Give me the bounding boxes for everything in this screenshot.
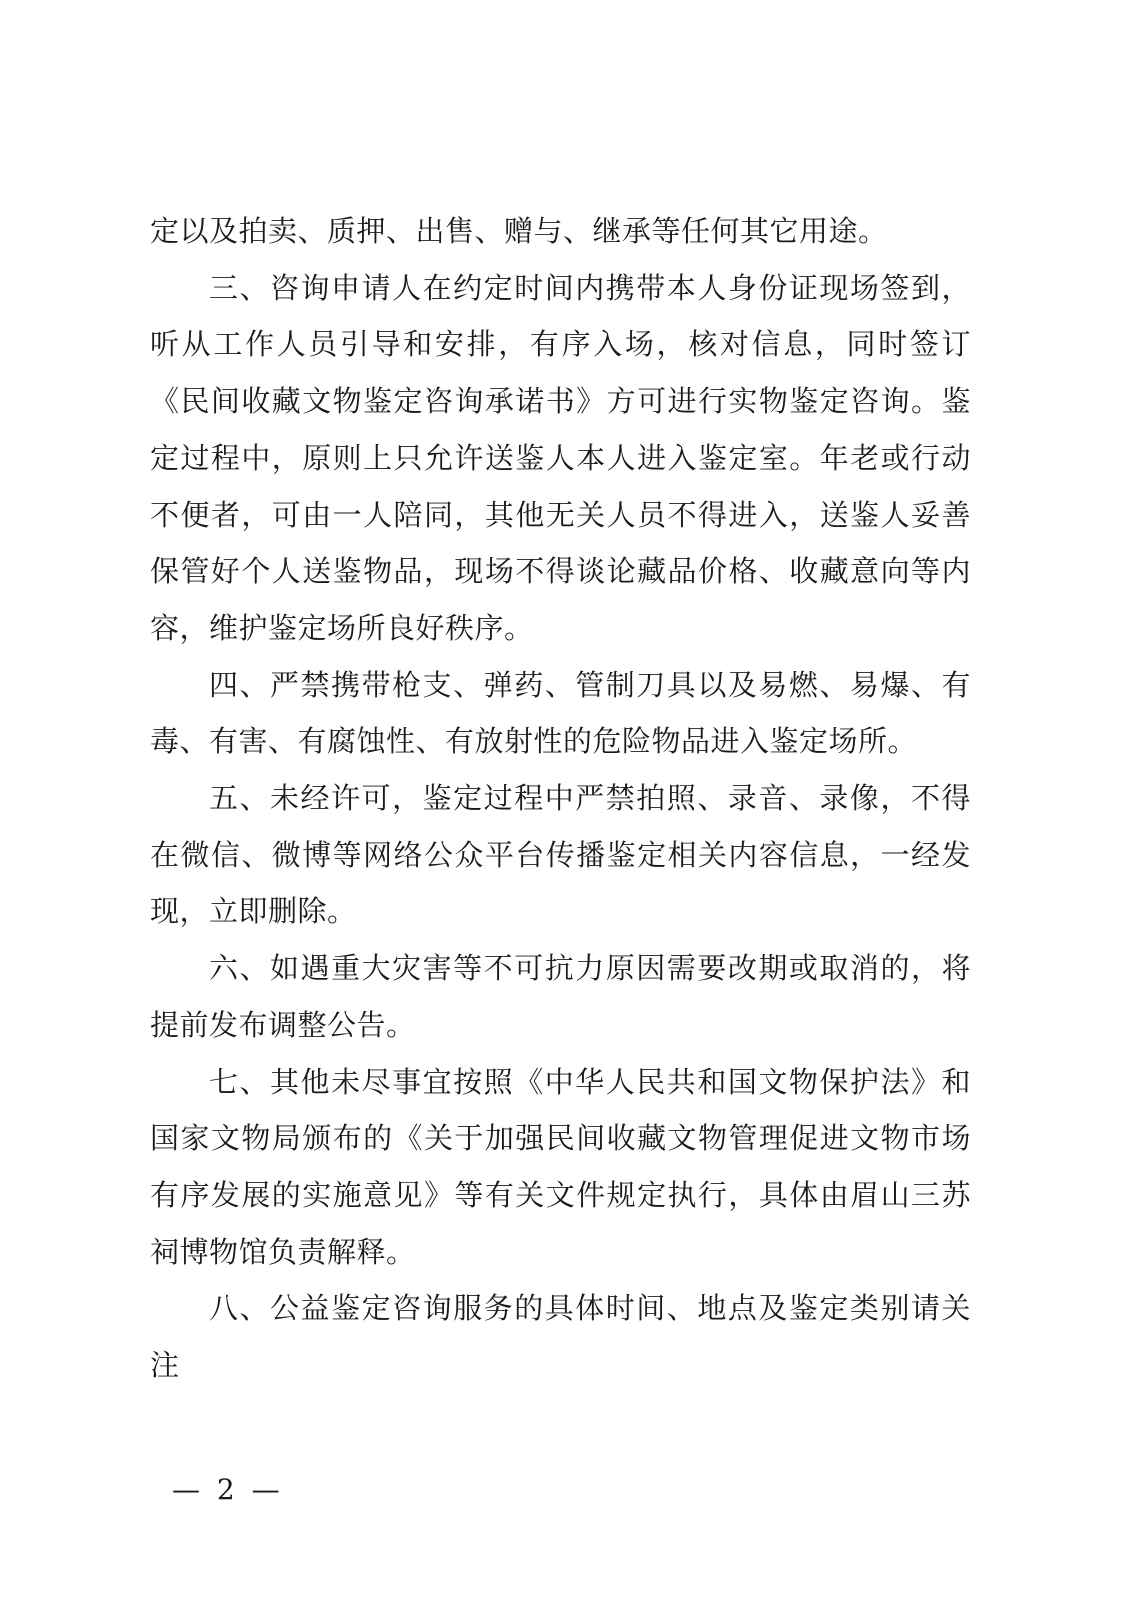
paragraph-clause-5: 五、未经许可，鉴定过程中严禁拍照、录音、录像，不得在微信、微博等网络公众平台传播鉴定相关内容信息，一经发现，立即删除。	[150, 781, 971, 929]
paragraph-clause-6: 六、如遇重大灾害等不可抗力原因需要改期或取消的，将提前发布调整公告。	[150, 951, 971, 1042]
document-body	[150, 203, 971, 1394]
paragraph-clause-7: 七、其他未尽事宜按照《中华人民共和国文物保护法》和国家文物局颁布的《关于加强民间收藏文物管理促进文物市场有序发展的实施意见》等有关文件规定执行，具体由眉山三苏祠博物馆负责解释。	[150, 1064, 971, 1269]
paragraph-clause-3: 三、咨询申请人在约定时间内携带本人身份证现场签到，听从工作人员引导和安排，有序入场，核对信息，同时签订《民间收藏文物鉴定咨询承诺书》方可进行实物鉴定咨询。鉴定过程中，原则上只允许送鉴人本人进入鉴定室。年老或行动不便者，可由一人陪同，其他无关人员不得进入，送鉴人妥善保管好个人送鉴物品，现场不得谈论藏品价格、收藏意向等内容，维护鉴定场所良好秩序。	[150, 270, 971, 645]
paragraph-continuation: 定以及拍卖、质押、出售、赠与、继承等任何其它用途。	[150, 214, 888, 248]
paragraph-clause-8: 八、公益鉴定咨询服务的具体时间、地点及鉴定类别请关注	[150, 1291, 971, 1383]
page-number: — 2 —	[172, 1473, 284, 1506]
paragraph-clause-4: 四、严禁携带枪支、弹药、管制刀具以及易燃、易爆、有毒、有害、有腐蚀性、有放射性的危险物品进入鉴定场所。	[150, 667, 971, 759]
